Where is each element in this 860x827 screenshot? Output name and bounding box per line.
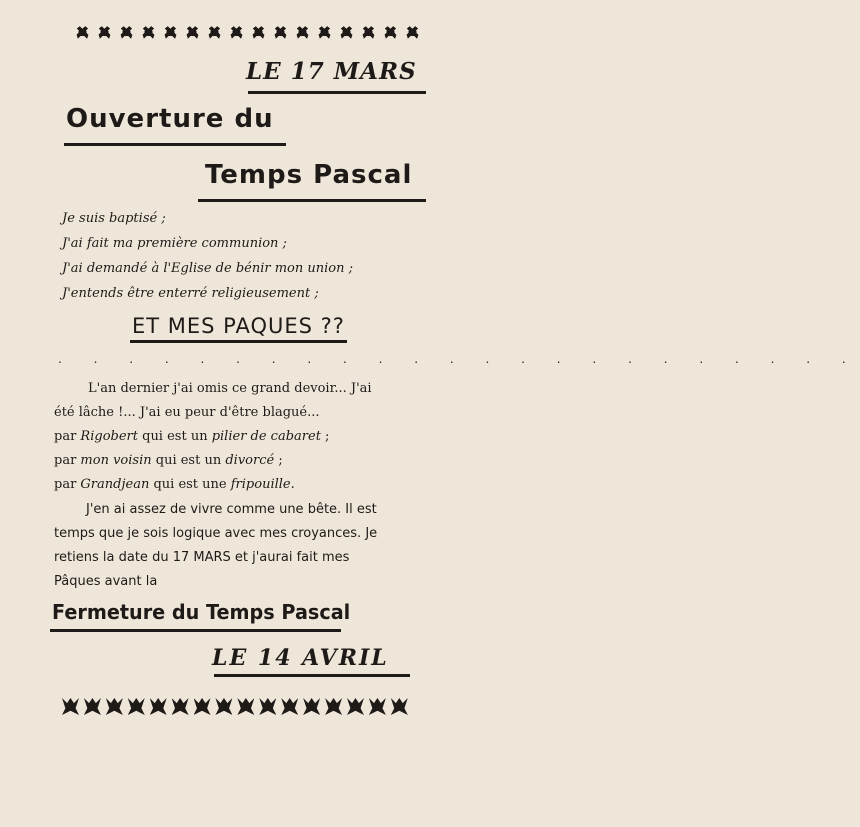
dot-separator: . . . . . . . . . . . . . . . . . . . . . . . bbox=[58, 352, 860, 366]
ornament-fleuron-icon bbox=[391, 698, 408, 715]
ornament-leaf-icon bbox=[207, 24, 222, 39]
closing-title: Fermeture du Temps Pascal bbox=[52, 600, 351, 624]
ornament-leaf-icon bbox=[361, 24, 376, 39]
question-underline bbox=[130, 340, 347, 343]
ornament-fleuron-icon bbox=[194, 698, 211, 715]
ornament-fleuron-icon bbox=[281, 698, 298, 715]
ornament-leaf-icon bbox=[97, 24, 112, 39]
vow-line: J'ai demandé à l'Eglise de bénir mon union ; bbox=[62, 261, 353, 276]
ornament-leaf-icon bbox=[163, 24, 178, 39]
ornament-fleuron-icon bbox=[84, 698, 101, 715]
date-bottom-underline bbox=[214, 674, 410, 677]
ornament-fleuron-icon bbox=[259, 698, 276, 715]
ornament-fleuron-icon bbox=[369, 698, 386, 715]
ornament-fleuron-icon bbox=[215, 698, 232, 715]
ornament-fleuron-icon bbox=[150, 698, 167, 715]
ornament-leaf-icon bbox=[229, 24, 244, 39]
text-run: qui est un bbox=[151, 453, 226, 468]
text-run: qui est une bbox=[149, 477, 231, 492]
date-top: LE 17 MARS bbox=[246, 58, 417, 85]
title-line-1: Ouverture du bbox=[66, 104, 274, 134]
paragraph1-line3 bbox=[54, 429, 329, 444]
name-rigobert: Rigobert bbox=[80, 429, 138, 444]
emphasis: divorcé bbox=[225, 453, 275, 468]
ornament-fleuron-icon bbox=[62, 698, 79, 715]
ornament-leaf-icon bbox=[185, 24, 200, 39]
ornament-fleuron-icon bbox=[128, 698, 145, 715]
title-line-2-underline bbox=[198, 199, 426, 202]
paragraph1-line4 bbox=[54, 453, 283, 468]
paragraph2-line3: retiens la date du 17 MARS et j'aurai fait mes bbox=[54, 550, 350, 565]
date-top-underline bbox=[248, 91, 426, 94]
vow-line: J'ai fait ma première communion ; bbox=[62, 236, 287, 251]
title-line-1-underline bbox=[64, 143, 286, 146]
bottom-ornament bbox=[62, 698, 408, 715]
ornament-fleuron-icon bbox=[237, 698, 254, 715]
question-heading: ET MES PAQUES ?? bbox=[132, 314, 345, 338]
text-run: ; bbox=[320, 429, 330, 444]
text-run: par bbox=[54, 453, 81, 468]
ornament-leaf-icon bbox=[75, 24, 90, 39]
vow-line: Je suis baptisé ; bbox=[62, 211, 166, 226]
ornament-leaf-icon bbox=[273, 24, 288, 39]
paragraph2-line2: temps que je sois logique avec mes croyances. Je bbox=[54, 526, 378, 541]
paragraph1-line2: été lâche !... J'ai eu peur d'être blagué... bbox=[54, 405, 320, 420]
ornament-leaf-icon bbox=[317, 24, 332, 39]
paragraph1-line5 bbox=[54, 477, 295, 492]
text-run: ; bbox=[274, 453, 283, 468]
ornament-fleuron-icon bbox=[172, 698, 189, 715]
ornament-leaf-icon bbox=[405, 24, 420, 39]
ornament-fleuron-icon bbox=[303, 698, 320, 715]
ornament-leaf-icon bbox=[119, 24, 134, 39]
text-run: par bbox=[54, 429, 81, 444]
emphasis: fripouille bbox=[230, 477, 291, 492]
ornament-fleuron-icon bbox=[347, 698, 364, 715]
emphasis: pilier de cabaret bbox=[211, 429, 321, 444]
ornament-leaf-icon bbox=[383, 24, 398, 39]
ornament-leaf-icon bbox=[295, 24, 310, 39]
ornament-leaf-icon bbox=[251, 24, 266, 39]
top-ornament bbox=[75, 24, 420, 39]
vow-line: J'entends être enterré religieusement ; bbox=[62, 286, 319, 301]
text-run: qui est un bbox=[137, 429, 212, 444]
ornament-fleuron-icon bbox=[106, 698, 123, 715]
ornament-leaf-icon bbox=[339, 24, 354, 39]
ornament-leaf-icon bbox=[141, 24, 156, 39]
text-run: . bbox=[290, 477, 295, 492]
name-voisin: mon voisin bbox=[80, 453, 152, 468]
paragraph2-line1: J'en ai assez de vivre comme une bête. Il est bbox=[86, 502, 377, 517]
ornament-fleuron-icon bbox=[325, 698, 342, 715]
paragraph2-line4: Pâques avant la bbox=[54, 574, 158, 589]
paragraph1-line1: L'an dernier j'ai omis ce grand devoir... J'ai bbox=[88, 381, 372, 396]
name-grandjean: Grandjean bbox=[80, 477, 150, 492]
closing-title-underline bbox=[50, 629, 341, 632]
date-bottom: LE 14 AVRIL bbox=[212, 645, 389, 671]
text-run: par bbox=[54, 477, 81, 492]
title-line-2: Temps Pascal bbox=[205, 160, 413, 190]
